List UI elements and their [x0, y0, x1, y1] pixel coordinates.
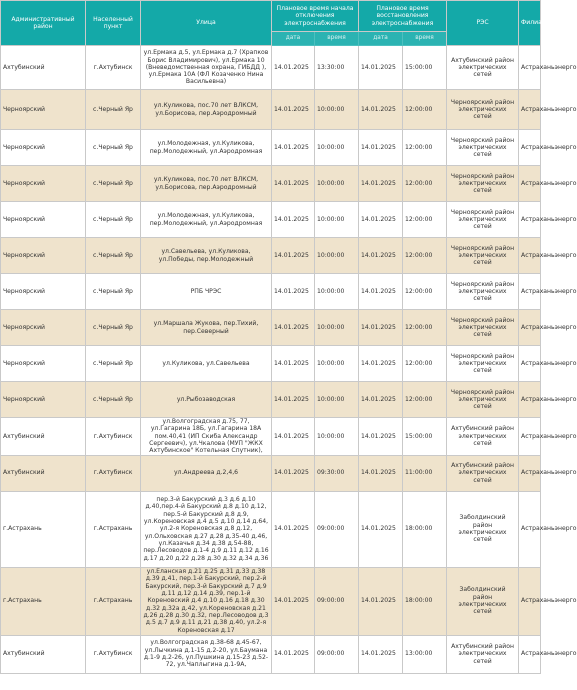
table-row	[1, 130, 541, 166]
cell-end-time: 12:00:00	[403, 238, 447, 274]
cell-street: ул.Молодежная, ул.Куликова, пер.Молодежный, ул.Аэродромная	[141, 202, 272, 238]
cell-district: Черноярский	[1, 382, 86, 418]
cell-locality: г.Ахтубинск	[86, 455, 141, 491]
cell-locality: с.Черный Яр	[86, 274, 141, 310]
table-row	[1, 491, 541, 567]
cell-start-time: 10:00:00	[315, 346, 359, 382]
cell-start-date: 14.01.2025	[272, 202, 315, 238]
cell-start-date: 14.01.2025	[272, 310, 315, 346]
cell-district: Ахтубинский	[1, 46, 86, 90]
cell-street: ул.Рыбозаводская	[141, 382, 272, 418]
cell-res: Черноярский район электрических сетей	[447, 238, 519, 274]
cell-branch: Астраханьэнерго	[519, 166, 541, 202]
cell-street: ул.Волгоградская д.38-68 д.45-67, ул.Лычкина д.1-15 д.2-20, ул.Баумана д.1-9 д.2-26, ул.Пушкина д.15-23 д.52-72, ул.Чаплыгина д.1-9А,	[141, 635, 272, 673]
cell-start-date: 14.01.2025	[272, 46, 315, 90]
table-row	[1, 90, 541, 130]
cell-locality: с.Черный Яр	[86, 130, 141, 166]
cell-start-time: 10:00:00	[315, 310, 359, 346]
cell-end-time: 12:00:00	[403, 382, 447, 418]
cell-street: ул.Волгоградская д.75, 77, ул.Гагарина 18Б, ул.Гагарина 18А пом.40,41 (ИП Скиба Александр Сергеевич), ул.Чкалова (МУП "ЖКХ Ахтубинское" Котельная Спутник),	[141, 418, 272, 456]
cell-end-date: 14.01.2025	[359, 635, 403, 673]
cell-start-time: 10:00:00	[315, 90, 359, 130]
cell-end-date: 14.01.2025	[359, 455, 403, 491]
table-row	[1, 346, 541, 382]
cell-start-date: 14.01.2025	[272, 382, 315, 418]
cell-end-date: 14.01.2025	[359, 567, 403, 635]
cell-end-date: 14.01.2025	[359, 346, 403, 382]
subheader-end-time: время	[403, 32, 447, 46]
cell-street: ул.Куликова, пос.70 лет ВЛКСМ, ул.Борисова, пер.Аэродромный	[141, 90, 272, 130]
cell-end-date: 14.01.2025	[359, 46, 403, 90]
cell-end-time: 12:00:00	[403, 90, 447, 130]
cell-locality: г.Ахтубинск	[86, 46, 141, 90]
cell-branch: Астраханьэнерго	[519, 130, 541, 166]
cell-start-time: 09:30:00	[315, 455, 359, 491]
cell-res: Черноярский район электрических сетей	[447, 202, 519, 238]
table-row	[1, 635, 541, 673]
cell-start-time: 10:00:00	[315, 238, 359, 274]
cell-district: г.Астрахань	[1, 567, 86, 635]
cell-district: Черноярский	[1, 130, 86, 166]
cell-district: г.Астрахань	[1, 491, 86, 567]
header-row	[1, 1, 541, 32]
cell-start-time: 10:00:00	[315, 130, 359, 166]
cell-res: Заболдинский район электрических сетей	[447, 491, 519, 567]
cell-locality: г.Ахтубинск	[86, 418, 141, 456]
table-body	[1, 46, 577, 674]
cell-end-time: 12:00:00	[403, 166, 447, 202]
cell-street: РПБ ЧРЭС	[141, 274, 272, 310]
cell-start-date: 14.01.2025	[272, 635, 315, 673]
cell-locality: с.Черный Яр	[86, 202, 141, 238]
cell-start-time: 10:00:00	[315, 166, 359, 202]
cell-branch: Астраханьэнерго	[519, 567, 541, 635]
cell-branch: Астраханьэнерго	[519, 90, 541, 130]
cell-start-date: 14.01.2025	[272, 274, 315, 310]
cell-end-time: 11:00:00	[403, 455, 447, 491]
cell-res: Черноярский район электрических сетей	[447, 382, 519, 418]
cell-start-time: 10:00:00	[315, 418, 359, 456]
cell-street: ул.Андреева д.2,4,6	[141, 455, 272, 491]
cell-branch: Астраханьэнерго	[519, 310, 541, 346]
cell-district: Черноярский	[1, 202, 86, 238]
cell-street: пер.3-й Бакурский д.3 д.6 д.10 д.40,пер.4-й Бакурский д.8 д.10 д.12, пер.5-й Бакурский д.8 д.9, ул.Кореновская д.4 д.5 д.10 д.14 д.64, ул.2-я Кореновская д.8 д.12, ул.Ольховская д.27 д.28 д.35-40 д.46, ул.Казачья д.34 д.38 д.54-88, пер.Лесоводов д.1-4 д.9 д.11 д.12 д.16 д.17 д.20 д.22 д.28 д.30 д.32 д.34 д.36	[141, 491, 272, 567]
cell-start-date: 14.01.2025	[272, 90, 315, 130]
cell-res: Ахтубинский район электрических сетей	[447, 46, 519, 90]
table-row	[1, 418, 541, 456]
cell-district: Ахтубинский	[1, 418, 86, 456]
cell-district: Черноярский	[1, 90, 86, 130]
cell-district: Ахтубинский	[1, 455, 86, 491]
cell-branch: Астраханьэнерго	[519, 238, 541, 274]
cell-street: ул.Маршала Жукова, пер.Тихий, пер.Северный	[141, 310, 272, 346]
cell-end-time: 12:00:00	[403, 310, 447, 346]
cell-locality: с.Черный Яр	[86, 166, 141, 202]
cell-start-date: 14.01.2025	[272, 238, 315, 274]
cell-end-time: 18:00:00	[403, 567, 447, 635]
cell-end-date: 14.01.2025	[359, 130, 403, 166]
cell-end-date: 14.01.2025	[359, 274, 403, 310]
subheader-start-time: время	[315, 32, 359, 46]
cell-end-time: 12:00:00	[403, 346, 447, 382]
cell-start-date: 14.01.2025	[272, 418, 315, 456]
cell-res: Черноярский район электрических сетей	[447, 130, 519, 166]
table-row	[1, 382, 541, 418]
cell-street: ул.Савельева, ул.Куликова, ул.Победы, пер.Молодежный	[141, 238, 272, 274]
table-row	[1, 238, 541, 274]
cell-start-time: 10:00:00	[315, 382, 359, 418]
cell-street: ул.Куликова, пос.70 лет ВЛКСМ, ул.Борисова, пер.Аэродромный	[141, 166, 272, 202]
cell-district: Черноярский	[1, 310, 86, 346]
cell-branch: Астраханьэнерго	[519, 418, 541, 456]
cell-locality: с.Черный Яр	[86, 238, 141, 274]
cell-end-date: 14.01.2025	[359, 310, 403, 346]
cell-end-date: 14.01.2025	[359, 202, 403, 238]
cell-res: Ахтубинский район электрических сетей	[447, 455, 519, 491]
cell-res: Ахтубинский район электрических сетей	[447, 418, 519, 456]
cell-end-time: 12:00:00	[403, 130, 447, 166]
cell-district: Ахтубинский	[1, 635, 86, 673]
header-street: Улица	[141, 1, 272, 46]
cell-end-date: 14.01.2025	[359, 90, 403, 130]
cell-end-time: 13:00:00	[403, 635, 447, 673]
cell-res: Ахтубинский район электрических сетей	[447, 635, 519, 673]
cell-locality: с.Черный Яр	[86, 382, 141, 418]
header-res: РЭС	[447, 1, 519, 46]
cell-street: ул.Куликова, ул.Савельева	[141, 346, 272, 382]
cell-end-date: 14.01.2025	[359, 238, 403, 274]
cell-end-date: 14.01.2025	[359, 382, 403, 418]
cell-end-date: 14.01.2025	[359, 166, 403, 202]
cell-branch: Астраханьэнерго	[519, 382, 541, 418]
header-district: Административный район	[1, 1, 86, 46]
cell-end-time: 15:00:00	[403, 418, 447, 456]
cell-start-time: 09:00:00	[315, 491, 359, 567]
cell-res: Черноярский район электрических сетей	[447, 310, 519, 346]
cell-locality: с.Черный Яр	[86, 90, 141, 130]
header-locality: Населенный пункт	[86, 1, 141, 46]
cell-res: Черноярский район электрических сетей	[447, 90, 519, 130]
cell-district: Черноярский	[1, 166, 86, 202]
cell-start-date: 14.01.2025	[272, 455, 315, 491]
header-end: Плановое время восстановления электроснабжения	[359, 1, 447, 32]
cell-locality: г.Астрахань	[86, 567, 141, 635]
cell-res: Черноярский район электрических сетей	[447, 346, 519, 382]
table-row	[1, 202, 541, 238]
cell-start-date: 14.01.2025	[272, 166, 315, 202]
table-row	[1, 455, 541, 491]
cell-street: ул.Еланская д.21 д.25 д.31 д.33 д.38 д.39 д.41, пер.1-й Бакурский, пер.2-й Бакурский, пер.3-й Бакурский д.7 д.9 д.11 д.12 д.14 д.39, пер.1-й Кореновский д.4 д.10 д.16 д.18 д.30 д.32 д.32а д.42, ул.Кореновская д.21 д.26 д.28 д.30 д.32, пер.Лесоводов д.3 д.5 д.7 д.9 д.11 д.21 д.38 д.40, ул.2-я Кореновская д.17	[141, 567, 272, 635]
table-row	[1, 567, 541, 635]
header-start: Плановое время начала отключения электроснабжения	[272, 1, 359, 32]
cell-end-time: 15:00:00	[403, 46, 447, 90]
cell-end-time: 18:00:00	[403, 491, 447, 567]
cell-start-time: 13:30:00	[315, 46, 359, 90]
table-row	[1, 274, 541, 310]
table-row	[1, 166, 541, 202]
cell-locality: с.Черный Яр	[86, 346, 141, 382]
cell-district: Черноярский	[1, 346, 86, 382]
cell-res: Черноярский район электрических сетей	[447, 166, 519, 202]
cell-start-time: 09:00:00	[315, 567, 359, 635]
cell-branch: Астраханьэнерго	[519, 455, 541, 491]
cell-end-time: 12:00:00	[403, 202, 447, 238]
subheader-end-date: дата	[359, 32, 403, 46]
cell-branch: Астраханьэнерго	[519, 274, 541, 310]
cell-street: ул.Молодежная, ул.Куликова, пер.Молодежный, ул.Аэродромная	[141, 130, 272, 166]
cell-start-date: 14.01.2025	[272, 567, 315, 635]
cell-end-date: 14.01.2025	[359, 418, 403, 456]
cell-start-date: 14.01.2025	[272, 491, 315, 567]
cell-start-time: 09:00:00	[315, 635, 359, 673]
cell-branch: Астраханьэнерго	[519, 202, 541, 238]
cell-locality: с.Черный Яр	[86, 310, 141, 346]
cell-start-date: 14.01.2025	[272, 130, 315, 166]
cell-start-date: 14.01.2025	[272, 346, 315, 382]
table-row	[1, 310, 541, 346]
cell-branch: Астраханьэнерго	[519, 346, 541, 382]
cell-branch: Астраханьэнерго	[519, 46, 541, 90]
cell-end-time: 12:00:00	[403, 274, 447, 310]
header-branch: Филиал	[519, 1, 541, 46]
cell-end-date: 14.01.2025	[359, 491, 403, 567]
cell-res: Черноярский район электрических сетей	[447, 274, 519, 310]
table-row	[1, 46, 541, 90]
cell-district: Черноярский	[1, 274, 86, 310]
cell-branch: Астраханьэнерго	[519, 491, 541, 567]
cell-start-time: 10:00:00	[315, 274, 359, 310]
cell-street: ул.Ермака д.5, ул.Ермака д.7 (Храпков Борис Владимирович), ул.Ермака 10 (Вневедомственная охрана, ГИБДД ), ул.Ермака 10А (ФЛ Козаченко Нина Васильевна)	[141, 46, 272, 90]
cell-res: Заболдинский район электрических сетей	[447, 567, 519, 635]
cell-start-time: 10:00:00	[315, 202, 359, 238]
subheader-start-date: дата	[272, 32, 315, 46]
cell-locality: г.Астрахань	[86, 491, 141, 567]
cell-branch: Астраханьэнерго	[519, 635, 541, 673]
cell-locality: г.Ахтубинск	[86, 635, 141, 673]
cell-district: Черноярский	[1, 238, 86, 274]
